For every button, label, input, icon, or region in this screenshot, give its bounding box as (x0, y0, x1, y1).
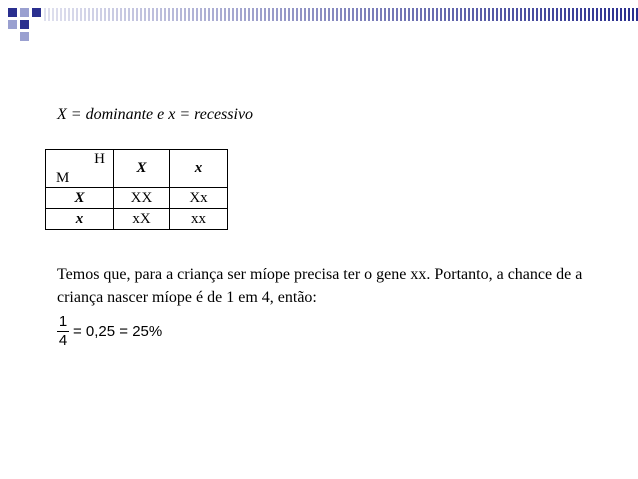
banner-square-6 (20, 32, 29, 41)
banner-square-4 (8, 20, 17, 29)
corner-top-label: H (94, 151, 105, 167)
banner-stripes (44, 8, 638, 21)
row-header: x (46, 209, 114, 230)
table-corner-cell (46, 150, 114, 188)
punnett-square-table (45, 149, 228, 230)
formula-result: = 0,25 = 25% (73, 323, 163, 340)
corner-bottom-label: M (56, 170, 70, 186)
column-header: X (114, 150, 170, 188)
explanation-paragraph: Temos que, para a criança ser míope precisa ter o gene xx. Portanto, a chance de a criança nascer míope é de 1 em 4, então: (57, 266, 583, 306)
table-cell: XX (114, 188, 170, 209)
banner-square-2 (20, 8, 29, 17)
table-cell: xx (170, 209, 228, 230)
column-header: x (170, 150, 228, 188)
legend-heading: X = dominante e x = recessivo (57, 106, 254, 123)
table-row (46, 188, 228, 209)
banner-square-1 (8, 8, 17, 17)
fraction (57, 313, 69, 350)
table-cell: Xx (170, 188, 228, 209)
fraction-denominator: 4 (58, 332, 68, 349)
decorative-banner (0, 0, 638, 44)
probability-formula (57, 313, 162, 350)
row-header: X (46, 188, 114, 209)
banner-square-3 (32, 8, 41, 17)
fraction-numerator: 1 (58, 313, 68, 330)
table-cell: xX (114, 209, 170, 230)
banner-square-5 (20, 20, 29, 29)
table-row (46, 209, 228, 230)
